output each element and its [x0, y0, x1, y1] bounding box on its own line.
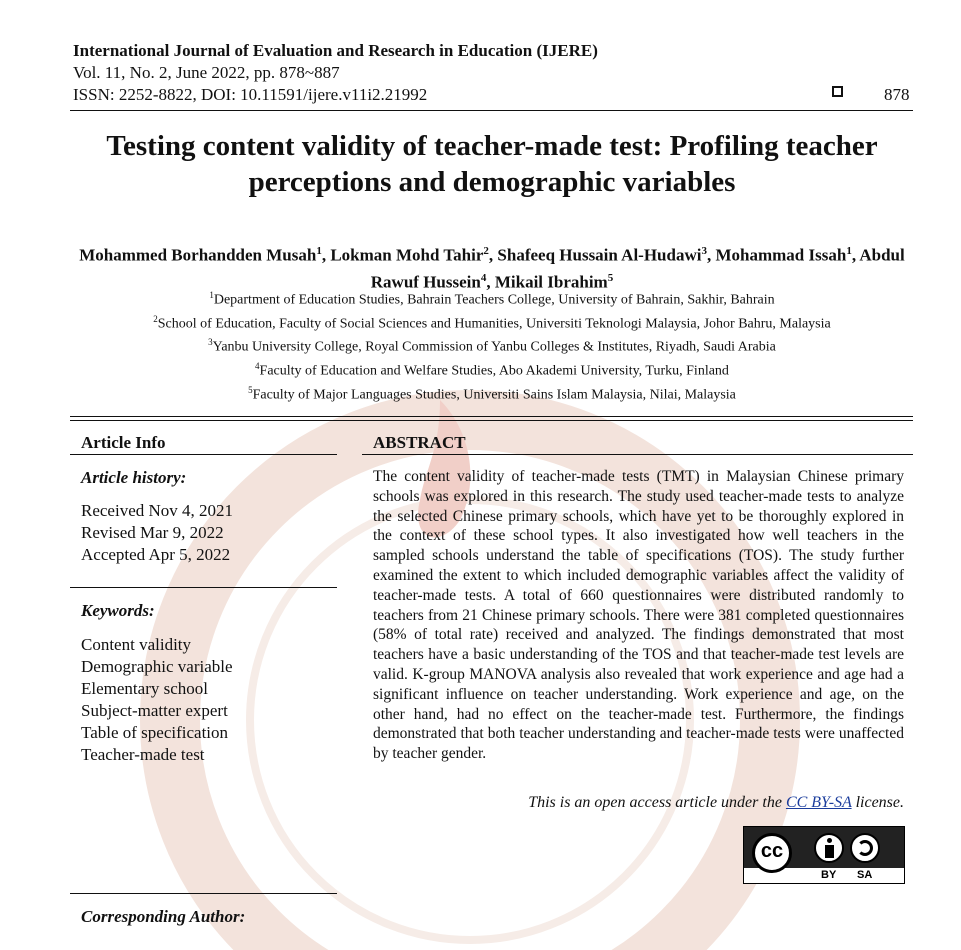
journal-volume: Vol. 11, No. 2, June 2022, pp. 878~887	[73, 63, 340, 82]
share-alike-icon	[850, 833, 880, 863]
license-statement: This is an open access article under the CC BY-SA license.	[528, 794, 904, 811]
author: Shafeeq Hussain Al-Hudawi	[497, 245, 702, 265]
author: Lokman Mohd Tahir	[330, 245, 484, 265]
accepted-date: Accepted Apr 5, 2022	[81, 545, 231, 564]
article-info-rule	[70, 454, 337, 455]
sa-label: SA	[857, 869, 873, 881]
keyword: Demographic variable	[81, 657, 233, 676]
keywords-heading: Keywords:	[81, 601, 155, 620]
affiliation: $^1$Department of Education Studies, Bahrain Teachers College, University of Bahrain, Sakhir, Bahrain	[209, 290, 775, 308]
received-date: Received Nov 4, 2021	[81, 501, 234, 520]
header-divider	[70, 110, 913, 111]
affiliation: $^5$Faculty of Major Languages Studies, Universiti Sains Islam Malaysia, Nilai, Malaysia	[248, 384, 736, 403]
by-label: BY	[821, 869, 837, 881]
keyword: Elementary school	[81, 679, 208, 698]
author: Abdul Rawuf Hussein	[370, 245, 905, 292]
affiliation: $^4$Faculty of Education and Welfare Studies, Abo Akademi University, Turku, Finland	[255, 360, 729, 379]
section-rule-bottom	[70, 420, 913, 421]
paper-title: Testing content validity of teacher-made test: Profiling teacher perceptions and demographic variables	[106, 130, 878, 198]
abstract-heading: ABSTRACT	[373, 433, 466, 452]
page-number: 878	[884, 85, 910, 104]
affiliation-list	[40, 286, 944, 404]
article-info-heading: Article Info	[81, 433, 166, 452]
keyword-list	[81, 634, 233, 766]
author: Mohammed Borhandden Musah	[79, 245, 317, 265]
affiliation: $^2$School of Education, Faculty of Social Sciences and Humanities, Universiti Teknologi Malaysia, Johor Bahru, Malaysia	[153, 313, 831, 332]
author-list: Mohammed Borhandden Musah$^1$, Lokman Mohd Tahir$^2$, Shafeeq Hussain Al-Hudawi$^3$, Mohammad Issah$^1$, Abdul Rawuf Hussein$^4$, Mikail Ibrahim$^5$	[79, 245, 905, 292]
keyword: Subject-matter expert	[81, 701, 228, 720]
journal-name: International Journal of Evaluation and Research in Education (IJERE)	[73, 41, 598, 60]
author: Mikail Ibrahim	[494, 272, 608, 292]
keywords-rule	[70, 893, 337, 894]
keyword: Content validity	[81, 635, 192, 654]
corresponding-author-heading: Corresponding Author:	[81, 907, 246, 926]
section-rule-top	[70, 416, 913, 417]
keyword: Table of specification	[81, 723, 229, 742]
cc-by-sa-badge[interactable]	[743, 826, 905, 884]
revised-date: Revised Mar 9, 2022	[81, 523, 224, 542]
journal-issn-doi: ISSN: 2252-8822, DOI: 10.11591/ijere.v11i2.21992	[73, 85, 428, 104]
cc-icon: cc	[752, 833, 792, 873]
square-bullet-icon	[832, 86, 843, 97]
keyword: Teacher-made test	[81, 745, 205, 764]
history-rule	[70, 587, 337, 588]
person-icon	[814, 833, 844, 863]
article-history-heading: Article history:	[81, 468, 187, 487]
cc-by-sa-link[interactable]: CC BY-SA	[785, 794, 852, 811]
abstract-rule	[362, 454, 913, 455]
article-history-dates	[81, 500, 233, 566]
affiliation: $^3$Yanbu University College, Royal Commission of Yanbu Colleges & Institutes, Riyadh, Saudi Arabia	[208, 337, 776, 355]
author: Mohammad Issah	[715, 245, 847, 265]
abstract-text: The content validity of teacher-made tests (TMT) in Malaysian Chinese primary schools was explored in this research. The study used teacher-made tests to analyze the selected Chinese primary schools, which have yet to be thoroughly explored in the context of these school types. It also investigated how well teachers in the sampled schools understand the table of specifications (TOS). The study further examined the extent to which included demographic variables affect the validity of teacher-made tests. A total of 660 questionnaires were distributed randomly to teachers from 21 Chinese primary schools. There were 381 completed questionnaires (58% of total rate) received and analyzed. The findings demonstrated that most teachers have a basic understanding of the TOS and that teacher-made test levels are valid. K-group MANOVA analysis also revealed that work experience and age had a significant influence on teacher understanding. Work experience and age, on the other hand, had no effect on the teacher-made test. Furthermore, the findings demonstrated that both teacher understanding and teacher-made tests were unaffected by teacher gender.	[373, 468, 904, 763]
